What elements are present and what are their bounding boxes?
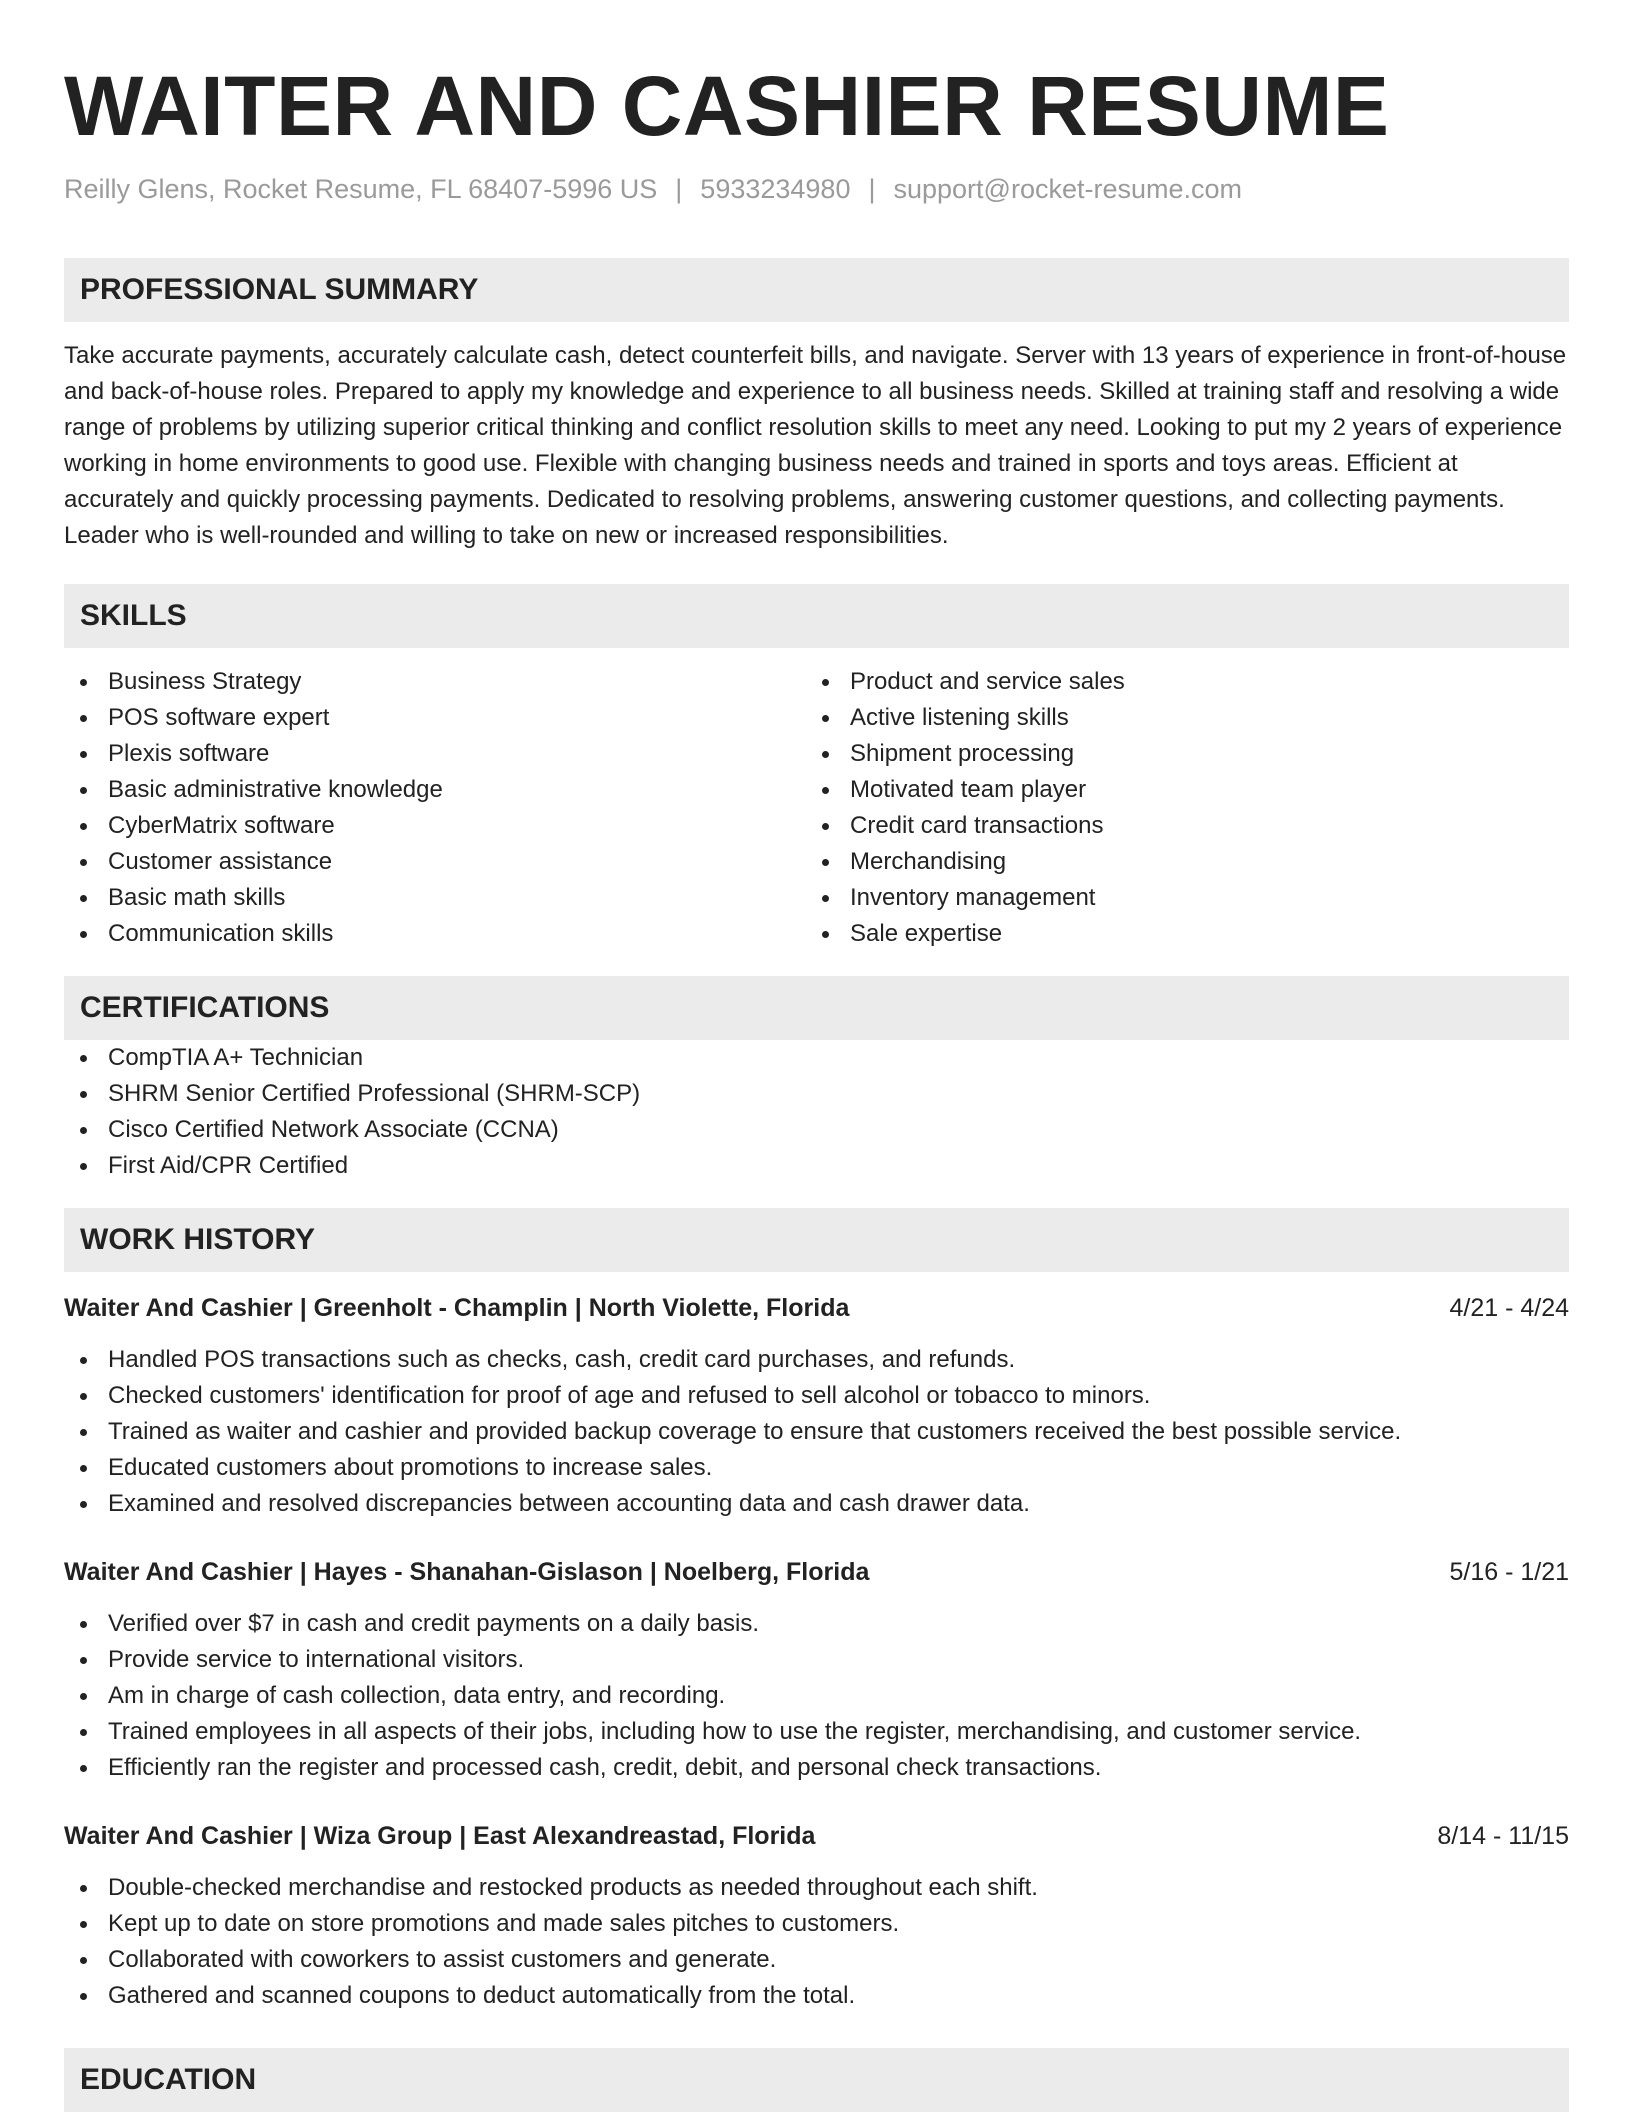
job-duties-list (64, 1870, 1569, 2014)
skills-list-left (64, 664, 806, 952)
contact-separator: | (868, 174, 876, 204)
section-header-education: EDUCATION (64, 2048, 1569, 2112)
job-duty-item: Efficiently ran the register and processed cash, credit, debit, and personal check transactions. (64, 1750, 1569, 1786)
job-duty-item: Checked customers' identification for proof of age and refused to sell alcohol or tobacco to minors. (64, 1378, 1569, 1414)
summary-text: Take accurate payments, accurately calculate cash, detect counterfeit bills, and navigate. Server with 13 years of experience in front-of-house and back-of-house roles. Prepared to apply my knowledge and experience to all business needs. Skilled at training staff and resolving a wide range of problems by utilizing superior critical thinking and conflict resolution skills to meet any need. Looking to put my 2 years of experience working in home environments to good use. Flexible with changing business needs and trained in sports and toys areas. Efficient at accurately and quickly processing payments. Dedicated to resolving problems, answering customer questions, and collecting payments. Leader who is well-rounded and willing to take on new or increased responsibilities. (64, 342, 1567, 549)
skills-list-right (806, 664, 1548, 952)
skill-item: Sale expertise (806, 916, 1548, 952)
job-duty-item: Am in charge of cash collection, data entry, and recording. (64, 1678, 1569, 1714)
section-header-work-history: WORK HISTORY (64, 1208, 1569, 1272)
skill-item: POS software expert (64, 700, 806, 736)
job-duty-item: Double-checked merchandise and restocked products as needed throughout each shift. (64, 1870, 1569, 1906)
skill-item: Merchandising (806, 844, 1548, 880)
skill-item: Motivated team player (806, 772, 1548, 808)
job-entry (64, 1554, 1569, 1786)
job-duty-item: Educated customers about promotions to increase sales. (64, 1450, 1569, 1486)
section-header-summary: PROFESSIONAL SUMMARY (64, 258, 1569, 322)
skill-item: Credit card transactions (806, 808, 1548, 844)
job-duty-item: Gathered and scanned coupons to deduct automatically from the total. (64, 1978, 1569, 2014)
certification-item: SHRM Senior Certified Professional (SHRM-SCP) (64, 1076, 1569, 1112)
contact-separator: | (675, 174, 683, 204)
job-heading: Waiter And Cashier | Hayes - Shanahan-Gislason | Noelberg, Florida (64, 1558, 870, 1586)
job-duty-item: Kept up to date on store promotions and made sales pitches to customers. (64, 1906, 1569, 1942)
skill-item: CyberMatrix software (64, 808, 806, 844)
certification-item: First Aid/CPR Certified (64, 1148, 1569, 1184)
skill-item: Shipment processing (806, 736, 1548, 772)
skill-item: Plexis software (64, 736, 806, 772)
job-duty-item: Handled POS transactions such as checks, cash, credit card purchases, and refunds. (64, 1342, 1569, 1378)
job-duty-item: Verified over $7 in cash and credit payments on a daily basis. (64, 1606, 1569, 1642)
resume-title: WAITER AND CASHIER RESUME (64, 59, 1390, 153)
job-heading-row (64, 1554, 1569, 1590)
job-duty-item: Collaborated with coworkers to assist customers and generate. (64, 1942, 1569, 1978)
job-heading-row (64, 1290, 1569, 1326)
job-entry (64, 1818, 1569, 2014)
job-duty-item: Trained employees in all aspects of their jobs, including how to use the register, merchandising, and customer service. (64, 1714, 1569, 1750)
job-heading-row (64, 1818, 1569, 1854)
job-entry (64, 1290, 1569, 1522)
skill-item: Product and service sales (806, 664, 1548, 700)
section-header-certifications: CERTIFICATIONS (64, 976, 1569, 1040)
job-heading: Waiter And Cashier | Greenholt - Champlin | North Violette, Florida (64, 1294, 850, 1322)
contact-email: support@rocket-resume.com (893, 174, 1243, 204)
skill-item: Basic administrative knowledge (64, 772, 806, 808)
skill-item: Business Strategy (64, 664, 806, 700)
contact-address: Reilly Glens, Rocket Resume, FL 68407-5996 US (64, 174, 658, 204)
job-duties-list (64, 1342, 1569, 1522)
skill-item: Customer assistance (64, 844, 806, 880)
certifications-list (64, 1040, 1569, 1184)
skill-item: Basic math skills (64, 880, 806, 916)
skill-item: Inventory management (806, 880, 1548, 916)
section-header-skills: SKILLS (64, 584, 1569, 648)
job-heading: Waiter And Cashier | Wiza Group | East Alexandreastad, Florida (64, 1822, 816, 1850)
contact-line (64, 172, 1569, 206)
skills-column-left (64, 664, 806, 952)
contact-phone: 5933234980 (700, 174, 851, 204)
skill-item: Active listening skills (806, 700, 1548, 736)
job-dates: 5/16 - 1/21 (1449, 1558, 1569, 1586)
certification-item: CompTIA A+ Technician (64, 1040, 1569, 1076)
skill-item: Communication skills (64, 916, 806, 952)
job-duties-list (64, 1606, 1569, 1786)
job-dates: 4/21 - 4/24 (1449, 1294, 1569, 1322)
skills-column-right (806, 664, 1548, 952)
job-dates: 8/14 - 11/15 (1437, 1822, 1569, 1850)
job-duty-item: Examined and resolved discrepancies between accounting data and cash drawer data. (64, 1486, 1569, 1522)
job-duty-item: Trained as waiter and cashier and provided backup coverage to ensure that customers received the best possible service. (64, 1414, 1569, 1450)
skills-grid (64, 664, 1569, 952)
certification-item: Cisco Certified Network Associate (CCNA) (64, 1112, 1569, 1148)
job-duty-item: Provide service to international visitors. (64, 1642, 1569, 1678)
